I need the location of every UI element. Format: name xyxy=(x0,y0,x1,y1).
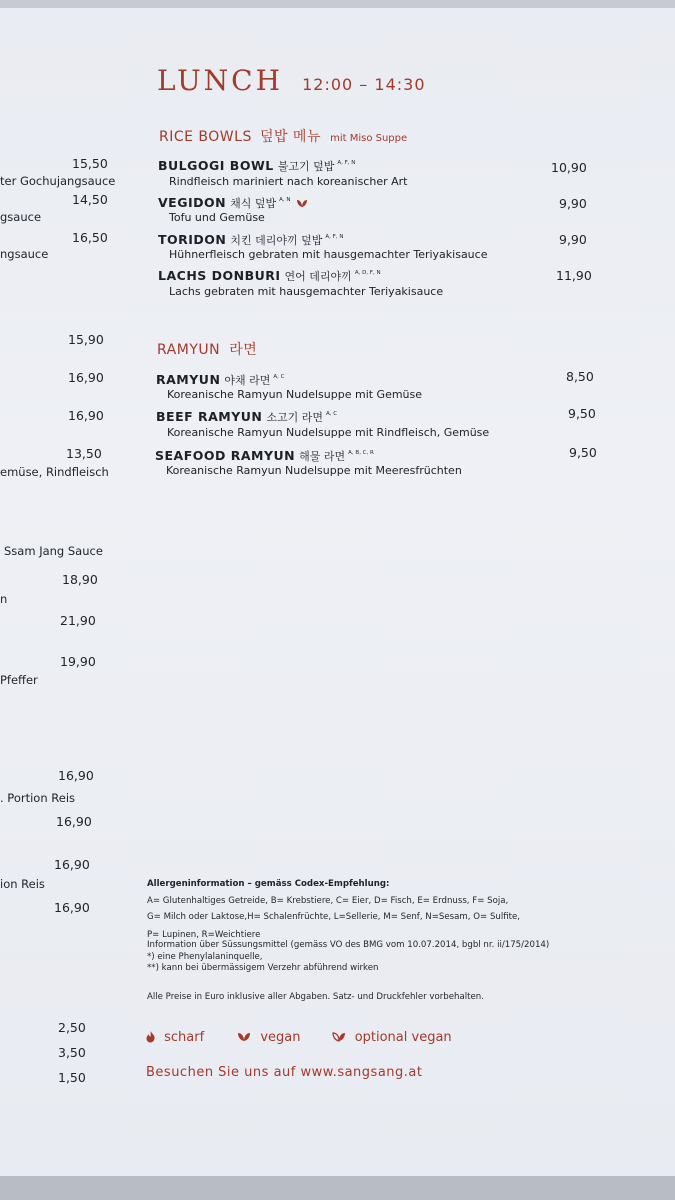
left-price: 3,50 xyxy=(58,1045,86,1060)
ramyun-heading xyxy=(157,339,257,359)
left-text: ter Gochujangsauce xyxy=(0,174,116,188)
allergen-codes: A, F, N xyxy=(325,233,344,240)
left-price: 16,50 xyxy=(72,230,108,245)
left-text: ngsauce xyxy=(0,247,49,261)
menu-item xyxy=(158,265,381,284)
legend-vegan: vegan xyxy=(260,1030,301,1045)
item-price: 10,90 xyxy=(551,160,587,175)
allergen-line: G= Milch oder Laktose,H= Schalenfrüchte, L=Sellerie, M= Senf, N=Sesam, O= Sulfite, xyxy=(147,912,521,922)
rice-bowls-heading xyxy=(159,126,407,146)
allergen-codes: A, F, N xyxy=(337,159,356,166)
allergen-line: *) eine Phenylalaninquelle, xyxy=(147,952,263,962)
left-price: 16,90 xyxy=(68,370,104,385)
item-description: Koreanische Ramyun Nudelsuppe mit Meeresfrüchten xyxy=(166,464,462,477)
menu-page xyxy=(0,8,675,1176)
allergen-line: **) kann bei übermässigem Verzehr abführend wirken xyxy=(147,963,379,973)
item-description: Lachs gebraten mit hausgemachter Teriyakisauce xyxy=(169,285,444,298)
section-title-kr: 라면 xyxy=(229,342,258,358)
item-name: RAMYUN xyxy=(156,372,221,387)
item-description: Koreanische Ramyun Nudelsuppe mit Rindfleisch, Gemüse xyxy=(167,426,490,439)
menu-item xyxy=(158,192,308,211)
left-text: Ssam Jang Sauce xyxy=(4,544,103,558)
left-price: 21,90 xyxy=(60,613,96,628)
item-description: Hühnerfleisch gebraten mit hausgemachter Teriyakisauce xyxy=(169,248,488,261)
item-price: 9,50 xyxy=(569,445,597,460)
left-price: 13,50 xyxy=(66,446,102,461)
item-name: TORIDON xyxy=(158,232,227,247)
left-price: 15,50 xyxy=(72,156,108,171)
left-text: emüse, Rindfleisch xyxy=(0,465,109,479)
item-name-kr: 연어 데리야끼 xyxy=(284,270,352,283)
left-price: 14,50 xyxy=(72,192,108,207)
allergen-heading: Allergeninformation – gemäss Codex-Empfehlung: xyxy=(147,879,390,889)
item-name: BEEF RAMYUN xyxy=(156,409,263,424)
allergen-codes: A, B, C, R xyxy=(348,449,374,456)
left-price: 16,90 xyxy=(58,768,94,783)
menu-item xyxy=(158,155,355,174)
prices-note: Alle Preise in Euro inklusive aller Abgaben. Satz- und Druckfehler vorbehalten. xyxy=(147,992,484,1002)
half-leaf-icon xyxy=(332,1031,346,1042)
item-description: Tofu und Gemüse xyxy=(169,211,265,224)
item-name: SEAFOOD RAMYUN xyxy=(155,448,296,463)
left-price: 18,90 xyxy=(62,572,98,587)
legend-spicy: scharf xyxy=(164,1030,205,1045)
item-name-kr: 치킨 데리야끼 덮밥 xyxy=(230,234,323,247)
left-price: 16,90 xyxy=(54,857,90,872)
left-text: . Portion Reis xyxy=(0,791,76,805)
item-name-kr: 소고기 라면 xyxy=(266,411,324,424)
page-title: LUNCH xyxy=(157,64,284,97)
website-link[interactable]: Besuchen Sie uns auf www.sangsang.at xyxy=(146,1065,423,1080)
section-subtitle: mit Miso Suppe xyxy=(330,133,408,144)
allergen-line: A= Glutenhaltiges Getreide, B= Krebstiere, C= Eier, D= Fisch, E= Erdnuss, F= Soja, xyxy=(147,896,509,906)
item-price: 9,90 xyxy=(559,196,587,211)
item-description: Rindfleisch mariniert nach koreanischer Art xyxy=(169,175,408,188)
left-price: 2,50 xyxy=(58,1020,86,1035)
allergen-codes: A, C xyxy=(326,410,338,417)
item-name-kr: 불고기 덮밥 xyxy=(277,160,335,173)
menu-item xyxy=(156,406,337,425)
allergen-codes: A, N xyxy=(279,196,291,203)
section-title: RICE BOWLS xyxy=(159,129,252,145)
item-name: BULGOGI BOWL xyxy=(158,158,274,173)
item-price: 11,90 xyxy=(556,268,592,283)
menu-item xyxy=(156,369,285,388)
item-price: 9,90 xyxy=(559,232,587,247)
menu-header xyxy=(157,64,426,97)
icon-legend xyxy=(145,1026,452,1045)
vegan-leaf-icon xyxy=(296,198,308,208)
item-name: VEGIDON xyxy=(158,195,227,210)
allergen-line: Information über Süssungsmittel (gemäss VO des BMG vom 10.07.2014, bgbl nr. ii/175/2014) xyxy=(147,940,550,950)
left-text: gsauce xyxy=(0,210,42,224)
legend-optional-vegan: optional vegan xyxy=(354,1030,452,1045)
menu-item xyxy=(155,445,374,464)
left-text: Pfeffer xyxy=(0,673,38,687)
section-title-kr: 덮밥 메뉴 xyxy=(259,129,321,145)
left-price: 1,50 xyxy=(58,1070,86,1085)
lunch-hours: 12:00 – 14:30 xyxy=(302,75,426,94)
menu-item xyxy=(158,229,343,248)
allergen-line: P= Lupinen, R=Weichtiere xyxy=(147,930,261,940)
left-price: 16,90 xyxy=(56,814,92,829)
left-price: 19,90 xyxy=(60,654,96,669)
left-price: 16,90 xyxy=(54,900,90,915)
allergen-codes: A, C xyxy=(273,373,285,380)
left-text: n xyxy=(0,592,8,606)
flame-icon xyxy=(145,1030,156,1043)
leaf-icon xyxy=(237,1031,251,1042)
item-price: 9,50 xyxy=(568,406,596,421)
left-price: 16,90 xyxy=(68,408,104,423)
allergen-codes: A, D, F, N xyxy=(354,269,381,276)
left-price: 15,90 xyxy=(68,332,104,347)
item-name: LACHS DONBURI xyxy=(158,268,281,283)
item-name-kr: 해물 라면 xyxy=(299,450,346,463)
item-name-kr: 야채 라면 xyxy=(224,374,271,387)
item-description: Koreanische Ramyun Nudelsuppe mit Gemüse xyxy=(167,388,423,401)
bottom-edge xyxy=(0,1176,675,1200)
item-name-kr: 채식 덮밥 xyxy=(230,197,277,210)
section-title: RAMYUN xyxy=(157,342,221,358)
left-text: ion Reis xyxy=(0,877,45,891)
top-edge xyxy=(0,0,675,8)
item-price: 8,50 xyxy=(566,369,594,384)
